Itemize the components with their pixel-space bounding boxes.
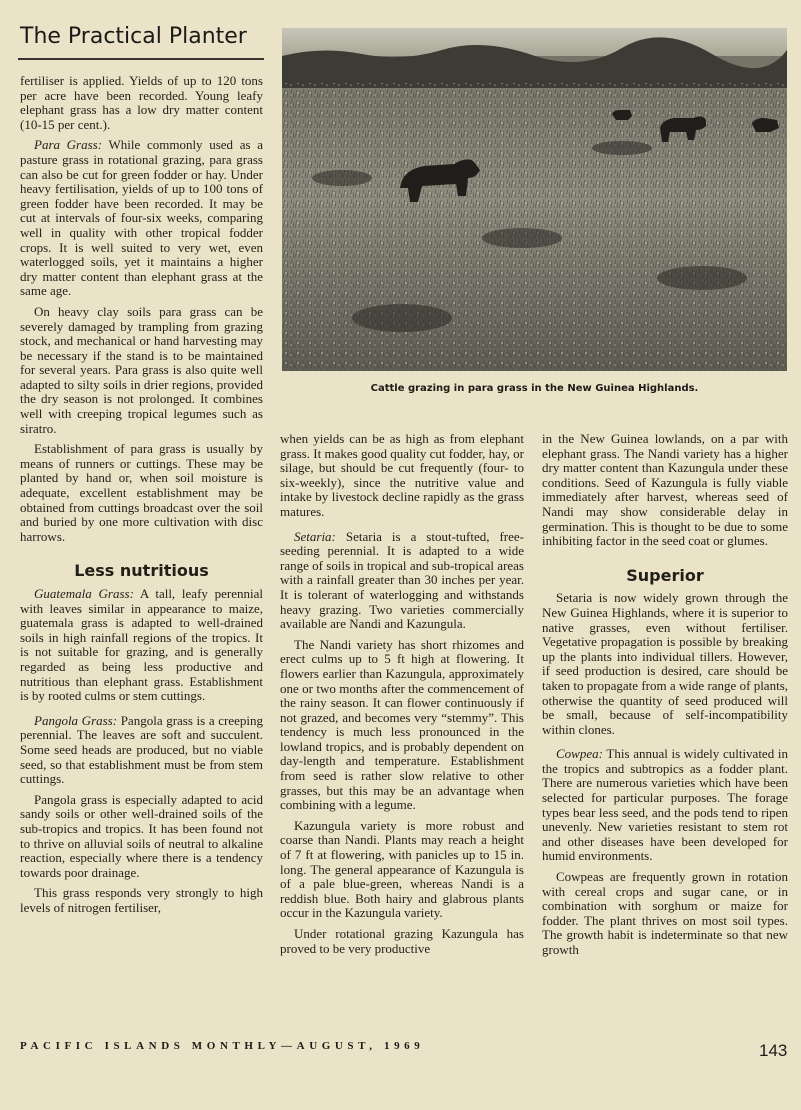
paragraph: when yields can be as high as from elephant grass. It makes good quality cut fodder, hay, or silage, but should be cut frequently (four- to six-weekly), since the nutritive value and intake by livestock decline rapidly as the grass matures. (280, 431, 524, 519)
paragraph (20, 587, 263, 704)
paragraph: in the New Guinea lowlands, on a par with elephant grass. The Nandi variety has a higher dry matter content than Kazungula under these conditions. Seed of Kazungula is fully viable immediately after harvest, whereas seed of Nandi may show considerable delay in germination. This is thought to be due to some inhibiting factor in the seed coat or glumes. (542, 431, 788, 549)
paragraph-lead: Setaria: (294, 528, 336, 544)
paragraph-body: Pangola grass is a creeping perennial. The leaves are soft and succulent. Some seed heads are produced, but no viable seed, so that establishment must be from stem cuttings. (20, 712, 263, 787)
article-column-3 (542, 432, 788, 964)
paragraph (280, 530, 524, 632)
section-title: The Practical Planter (20, 24, 247, 49)
paragraph: Under rotational grazing Kazungula has proved to be very productive (280, 926, 524, 956)
paragraph-body: Setaria is a stout-tufted, free-seeding perennial. It is adapted to a wide range of soils in tropical and sub-tropical areas with a rainfall greater than 30 inches per year. It is tolerant of waterlogging and withstands heavy grazing. Two varieties commercially available are Nandi and Kazungula. (280, 528, 524, 632)
paragraph: The Nandi variety has short rhizomes and erect culms up to 5 ft high at flowering. It flowers earlier than Kazungula, approximately one or two months after the commencement of the rainy season. It can flower continuously if not grazed, and becomes very “stemmy”. This tendency is much less pronounced in the lowland tropics, and is probably dependent on day-length and temperature. Establishment from seed is rather slow relative to other grasses, but this may be an advantage when combining with a legume. (280, 636, 524, 813)
paragraph: fertiliser is applied. Yields of up to 120 tons per acre have been recorded. Young leafy elephant grass has a low dry matter content (10-15 per cent.). (20, 73, 263, 132)
title-rule (18, 58, 264, 60)
paragraph-body: This annual is widely cultivated in the tropics and subtropics as a fodder plant. There are numerous varieties which have been selected for particular purposes. The forage types bear less seed, and the pods tend to ripen unevenly. New varieties resistant to stem rot and other diseases have been developed for humid environments. (542, 746, 788, 864)
paragraph: Pangola grass is especially adapted to acid sandy soils or other well-drained soils of the sub-tropics and tropics. It has been found not to thrive on alluvial soils of neutral to alkaline reaction, especially where there is a tendency towards poor drainage. (20, 791, 263, 880)
article-column-1 (20, 74, 263, 921)
paragraph: On heavy clay soils para grass can be severely damaged by trampling from grazing stock, and mechanical or hand harvesting may be necessary if the stand is to be maintained for several years. Para grass is also quite well adapted to silty soils in drier regions, provided the dry season is not prolonged. It combines well with creeping tropical legumes such as siratro. (20, 303, 263, 436)
paragraph: Setaria is now widely grown through the New Guinea Highlands, where it is superior to native grasses, even without fertiliser. Vegetative propagation is possible by breaking up the plants into individual tillers. However, if seed production is desired, care should be taken to propagate from a wide range of plants, otherwise the quantity of seed produced will be small, because of self-incompatibility within clones. (542, 590, 788, 737)
article-column-2 (280, 432, 524, 962)
publication-footer: PACIFIC ISLANDS MONTHLY—AUGUST, 1969 (20, 1040, 425, 1052)
subheading: Superior (626, 565, 704, 585)
subheading: Less nutritious (74, 561, 209, 581)
paragraph-lead: Para Grass: (34, 137, 103, 153)
paragraph (20, 714, 263, 787)
paragraph: Cowpeas are frequently grown in rotation with cereal crops and sugar cane, or in combination with sorghum or maize for fodder. The plant thrives on most soil types. The growth habit is indeterminate so that new growth (542, 869, 788, 957)
paragraph-body: A tall, leafy perennial with leaves similar in appearance to maize, guatemala grass is adapted to well-drained soils in high rainfall regions of the tropics. It is not suitable for grazing, and is generally regarded as being less productive and nutritious than elephant grass. Establishment is by rooted culms or stem cuttings. (20, 586, 263, 704)
paragraph-lead: Pangola Grass: (34, 712, 118, 728)
paragraph-lead: Guatemala Grass: (34, 586, 134, 601)
paragraph (542, 747, 788, 864)
paragraph-body: While commonly used as a pasture grass in rotational grazing, para grass can also be cut for green fodder or hay. Under heavy fertilisation, yields of up to 100 tons of green fodder have been recorded. It may be cut at intervals of four-six weeks, comparing well in quality with other tropical fodder crops. It is well suited to very wet, even waterlogged soils, yet it maintains a higher dry matter content than elephant grass at the same age. (20, 137, 263, 299)
paragraph: Establishment of para grass is usually by means of runners or cuttings. These may be planted by hand or, when soil moisture is adequate, excellent establishment may be obtained from cuttings broadcast over the soil and buried by one more cultivation with disc harrows. (20, 441, 263, 544)
paragraph (20, 138, 263, 299)
paragraph: Kazungula variety is more robust and coarse than Nandi. Plants may reach a height of 7 ft at flowering, with panicles up to 15 in. long. The general appearance of Kazungula is of a pale blue-green, whereas Nandi is a reddish blue. Both hairy and glabrous plants occur in the Kazungula variety. (280, 817, 524, 921)
paragraph-lead: Cowpea: (556, 746, 603, 762)
photo-caption: Cattle grazing in para grass in the New Guinea Highlands. (370, 383, 699, 394)
page-number: 143 (759, 1041, 788, 1060)
cattle-photo (282, 28, 787, 371)
paragraph: This grass responds very strongly to high levels of nitrogen fertiliser, (20, 885, 263, 915)
